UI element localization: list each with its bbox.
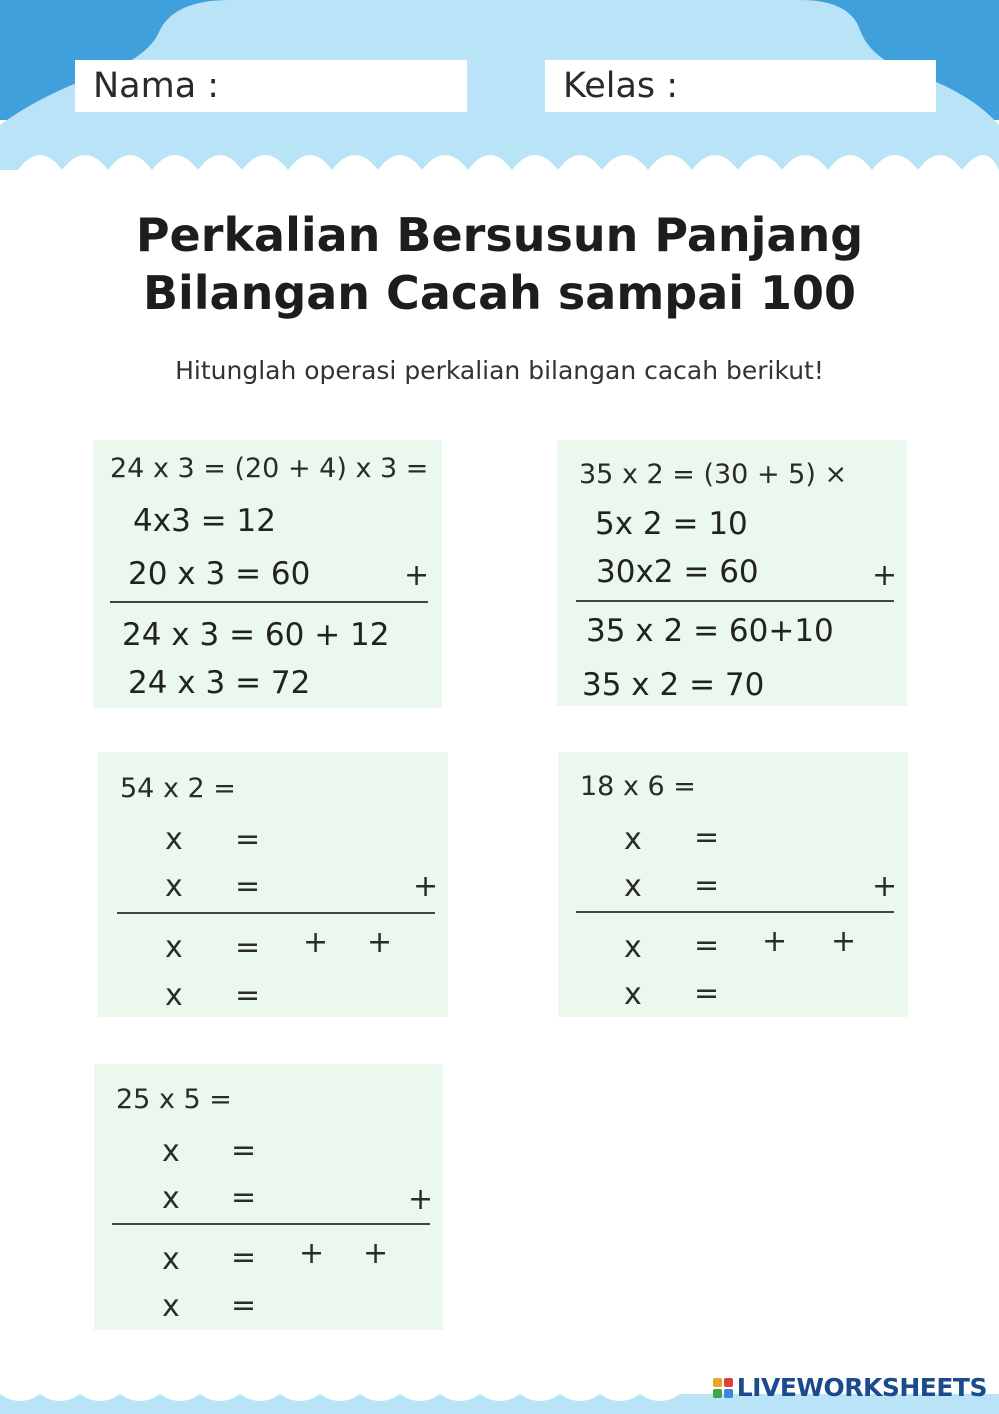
title-line-1: Perkalian Bersusun Panjang bbox=[135, 208, 864, 262]
exercise-2-row1-eq: = bbox=[694, 820, 720, 855]
exercise-3-row1-x: x bbox=[162, 1134, 180, 1169]
exercise-1-row2-x: x bbox=[165, 869, 183, 904]
example-1-sum: 24 x 3 = 60 + 12 bbox=[122, 617, 390, 653]
example-2-step1: 5x 2 = 10 bbox=[595, 506, 748, 542]
exercise-2-row3-plus-b: + bbox=[831, 924, 857, 959]
liveworksheets-logo bbox=[713, 1373, 987, 1402]
exercise-2-row3-plus-a: + bbox=[762, 924, 788, 959]
exercise-3-row3-x: x bbox=[162, 1242, 180, 1277]
exercise-1-row1-eq: = bbox=[235, 822, 261, 857]
example-2-step2: 30x2 = 60 bbox=[596, 554, 759, 590]
exercise-2-row1-x: x bbox=[624, 822, 642, 857]
example-2-result: 35 x 2 = 70 bbox=[582, 667, 765, 703]
exercise-2-plus: + bbox=[872, 869, 898, 904]
exercise-3-row3-eq: = bbox=[231, 1240, 257, 1275]
exercise-1-plus: + bbox=[413, 869, 439, 904]
exercise-3-row4-x: x bbox=[162, 1289, 180, 1324]
example-1-step1: 4x3 = 12 bbox=[133, 503, 276, 539]
exercise-1-row2-eq: = bbox=[235, 869, 261, 904]
example-2-sum: 35 x 2 = 60+10 bbox=[586, 613, 834, 649]
exercise-2-rule bbox=[576, 911, 894, 913]
example-1-plus: + bbox=[404, 558, 430, 593]
exercise-1-row3-eq: = bbox=[235, 930, 261, 965]
exercise-3-row2-x: x bbox=[162, 1181, 180, 1216]
example-2-head: 35 x 2 = (30 + 5) × bbox=[579, 459, 848, 490]
exercise-1-row4-eq: = bbox=[235, 978, 261, 1013]
name-label: Nama : bbox=[93, 66, 220, 106]
exercise-3-row3-plus-a: + bbox=[299, 1236, 325, 1271]
exercise-1-rule bbox=[117, 912, 435, 914]
exercise-3-plus: + bbox=[408, 1182, 434, 1217]
exercise-2-head: 18 x 6 = bbox=[580, 771, 696, 802]
exercise-3-row3-plus-b: + bbox=[363, 1236, 389, 1271]
example-1-rule bbox=[110, 601, 428, 603]
class-field[interactable] bbox=[545, 60, 936, 112]
exercise-1-row3-x: x bbox=[165, 930, 183, 965]
class-label: Kelas : bbox=[563, 66, 679, 106]
exercise-3-row4-eq: = bbox=[231, 1288, 257, 1323]
example-1-step2: 20 x 3 = 60 bbox=[128, 556, 311, 592]
exercise-1-row1-x: x bbox=[165, 822, 183, 857]
example-2-rule bbox=[576, 600, 894, 602]
exercise-1-row4-x: x bbox=[165, 978, 183, 1013]
example-1-result: 24 x 3 = 72 bbox=[128, 665, 311, 701]
exercise-3-head: 25 x 5 = bbox=[116, 1084, 232, 1115]
example-1-head: 24 x 3 = (20 + 4) x 3 = bbox=[110, 453, 429, 484]
exercise-1-row3-plus-b: + bbox=[367, 925, 393, 960]
liveworksheets-logo-icon bbox=[713, 1378, 733, 1398]
exercise-2-row3-x: x bbox=[624, 930, 642, 965]
exercise-2-row2-eq: = bbox=[694, 868, 720, 903]
name-field[interactable] bbox=[75, 60, 467, 112]
exercise-3-row2-eq: = bbox=[231, 1180, 257, 1215]
logo-text: LIVEWORKSHEETS bbox=[736, 1373, 987, 1402]
example-2-plus: + bbox=[872, 558, 898, 593]
exercise-2-row2-x: x bbox=[624, 869, 642, 904]
exercise-1-row3-plus-a: + bbox=[303, 925, 329, 960]
exercise-2-row4-eq: = bbox=[694, 976, 720, 1011]
title-line-2: Bilangan Cacah sampai 100 bbox=[142, 266, 857, 320]
exercise-3-row1-eq: = bbox=[231, 1133, 257, 1168]
exercise-3-rule bbox=[112, 1223, 430, 1225]
exercise-2-row3-eq: = bbox=[694, 928, 720, 963]
exercise-1-head: 54 x 2 = bbox=[120, 773, 236, 804]
page-title bbox=[0, 206, 999, 322]
instruction-text: Hitunglah operasi perkalian bilangan cacah berikut! bbox=[175, 356, 824, 385]
exercise-2-row4-x: x bbox=[624, 977, 642, 1012]
